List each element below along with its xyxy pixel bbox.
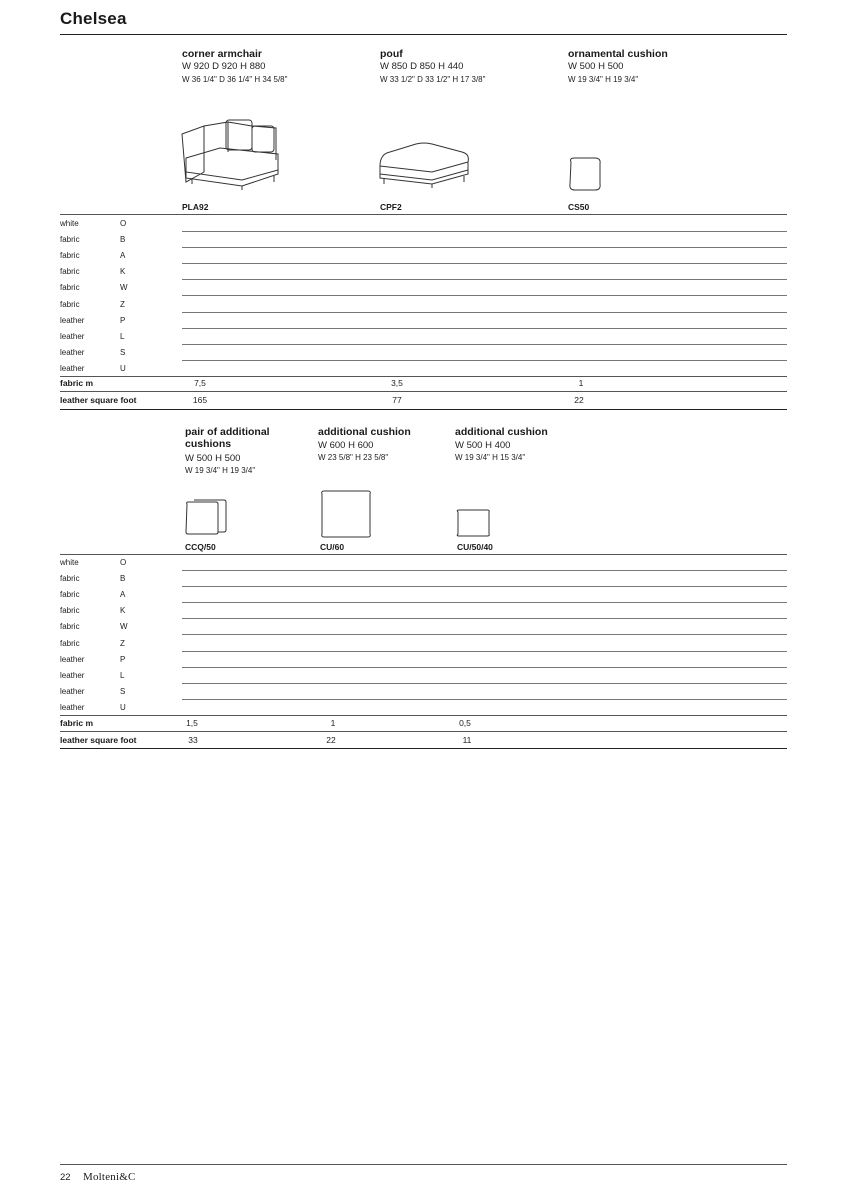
ornamental-cushion-drawing bbox=[567, 156, 603, 192]
product-dimensions-mm: W 500 H 500 bbox=[185, 453, 241, 464]
price-category: W bbox=[120, 283, 128, 293]
price-category: Z bbox=[120, 638, 125, 648]
price-category: L bbox=[120, 670, 125, 680]
row-rule bbox=[182, 360, 787, 361]
row-rule bbox=[182, 667, 787, 668]
price-category: Z bbox=[120, 299, 125, 309]
price-category: P bbox=[120, 654, 126, 664]
product-name: additional cushion bbox=[455, 426, 548, 438]
material-label: leather bbox=[60, 702, 85, 712]
product-dimensions-mm: W 500 H 400 bbox=[455, 440, 511, 451]
product-name bbox=[185, 426, 305, 450]
product-dimensions-mm: W 850 D 850 H 440 bbox=[380, 61, 464, 72]
cushion-60-drawing bbox=[320, 490, 372, 538]
product-code: CCQ/50 bbox=[185, 542, 216, 552]
cushion-50-40-drawing bbox=[455, 508, 491, 538]
footer-rule bbox=[60, 1164, 787, 1165]
material-label: fabric bbox=[60, 299, 80, 309]
price-category: P bbox=[120, 315, 126, 325]
row-rule bbox=[182, 699, 787, 700]
price-category: S bbox=[120, 686, 126, 696]
product-name: additional cushion bbox=[318, 426, 411, 438]
leather-sqft-value: 22 bbox=[574, 395, 584, 405]
price-category: S bbox=[120, 347, 126, 357]
price-category: O bbox=[120, 558, 127, 567]
fabric-m-value: 7,5 bbox=[194, 378, 206, 388]
table-top-rule bbox=[60, 554, 787, 555]
price-category: U bbox=[120, 363, 126, 373]
material-label: leather bbox=[60, 363, 85, 373]
material-label: leather bbox=[60, 670, 85, 680]
page-number: 22 bbox=[60, 1172, 71, 1183]
product-dimensions-in: W 36 1/4" D 36 1/4" H 34 5/8" bbox=[182, 75, 288, 84]
leather-sqft-value: 77 bbox=[392, 395, 402, 405]
product-dimensions-in: W 33 1/2" D 33 1/2" H 17 3/8" bbox=[380, 75, 486, 84]
corner-armchair-drawing bbox=[178, 112, 288, 194]
fabric-m-label: fabric m bbox=[60, 378, 94, 388]
fabric-m-label: fabric m bbox=[60, 718, 94, 728]
row-rule bbox=[60, 376, 787, 377]
price-category: B bbox=[120, 574, 126, 584]
row-rule bbox=[182, 312, 787, 313]
product-dimensions-mm: W 500 H 500 bbox=[568, 61, 624, 72]
product-name: corner armchair bbox=[182, 48, 262, 60]
material-label: fabric bbox=[60, 251, 80, 261]
row-rule bbox=[182, 263, 787, 264]
product-name: pouf bbox=[380, 48, 403, 60]
material-label: leather bbox=[60, 315, 85, 325]
pouf-drawing bbox=[376, 140, 472, 188]
row-rule bbox=[182, 634, 787, 635]
material-label: fabric bbox=[60, 235, 80, 245]
product-dimensions-in: W 23 5/8" H 23 5/8" bbox=[318, 453, 389, 462]
pair-cushions-drawing bbox=[184, 498, 228, 536]
material-label: fabric bbox=[60, 574, 80, 584]
section-rule bbox=[60, 409, 787, 410]
page-title: Chelsea bbox=[60, 9, 127, 28]
material-label: leather bbox=[60, 347, 85, 357]
row-rule bbox=[182, 295, 787, 296]
product-dimensions-in: W 19 3/4" H 15 3/4" bbox=[455, 453, 526, 462]
price-category: K bbox=[120, 267, 126, 277]
material-label: fabric bbox=[60, 590, 80, 600]
product-code: CU/50/40 bbox=[457, 542, 493, 552]
material-label: fabric bbox=[60, 638, 80, 648]
product-dimensions-mm: W 600 H 600 bbox=[318, 440, 374, 451]
row-rule bbox=[182, 344, 787, 345]
material-label: white bbox=[60, 219, 79, 228]
table-top-rule bbox=[60, 214, 787, 215]
material-label: leather bbox=[60, 331, 85, 341]
leather-sqft-value: 165 bbox=[192, 395, 208, 405]
row-rule bbox=[182, 231, 787, 232]
row-rule bbox=[182, 570, 787, 571]
product-code: CS50 bbox=[568, 202, 590, 212]
leather-sqft-value: 11 bbox=[462, 735, 472, 745]
table-rule bbox=[60, 391, 787, 392]
row-rule bbox=[60, 715, 787, 716]
section-rule bbox=[60, 748, 787, 749]
price-category: A bbox=[120, 590, 126, 600]
material-label: leather bbox=[60, 686, 85, 696]
row-rule bbox=[182, 328, 787, 329]
header-rule bbox=[60, 34, 787, 35]
price-category: K bbox=[120, 606, 126, 616]
price-category: A bbox=[120, 251, 126, 261]
fabric-m-value: 0,5 bbox=[459, 718, 471, 728]
fabric-m-value: 3,5 bbox=[391, 378, 403, 388]
product-dimensions-in: W 19 3/4" H 19 3/4" bbox=[568, 75, 639, 84]
product-code: CU/60 bbox=[320, 542, 345, 552]
material-label: fabric bbox=[60, 622, 80, 632]
material-label: leather bbox=[60, 654, 85, 664]
leather-sqft-label: leather square foot bbox=[60, 735, 137, 745]
brand-logo: Molteni&C bbox=[83, 1171, 136, 1183]
row-rule bbox=[182, 279, 787, 280]
product-dimensions-in: W 19 3/4" H 19 3/4" bbox=[185, 466, 256, 475]
leather-sqft-value: 22 bbox=[326, 735, 336, 745]
fabric-m-value: 1,5 bbox=[186, 718, 198, 728]
price-category: U bbox=[120, 702, 126, 712]
fabric-m-value: 1 bbox=[330, 718, 336, 728]
table-rule bbox=[60, 731, 787, 732]
material-label: fabric bbox=[60, 267, 80, 277]
fabric-m-value: 1 bbox=[578, 378, 584, 388]
product-code: PLA92 bbox=[182, 202, 209, 212]
row-rule bbox=[182, 602, 787, 603]
product-name-line: pair of additional bbox=[185, 426, 270, 438]
price-category: W bbox=[120, 622, 128, 632]
row-rule bbox=[182, 618, 787, 619]
row-rule bbox=[182, 683, 787, 684]
price-category: B bbox=[120, 235, 126, 245]
leather-sqft-label: leather square foot bbox=[60, 395, 137, 405]
product-code: CPF2 bbox=[380, 202, 402, 212]
product-name: ornamental cushion bbox=[568, 48, 668, 60]
row-rule bbox=[182, 247, 787, 248]
price-category: L bbox=[120, 331, 125, 341]
material-label: white bbox=[60, 558, 79, 567]
product-dimensions-mm: W 920 D 920 H 880 bbox=[182, 61, 266, 72]
material-label: fabric bbox=[60, 283, 80, 293]
product-name-line: cushions bbox=[185, 438, 232, 450]
row-rule bbox=[182, 651, 787, 652]
material-label: fabric bbox=[60, 606, 80, 616]
price-category: O bbox=[120, 219, 127, 228]
row-rule bbox=[182, 586, 787, 587]
leather-sqft-value: 33 bbox=[188, 735, 198, 745]
